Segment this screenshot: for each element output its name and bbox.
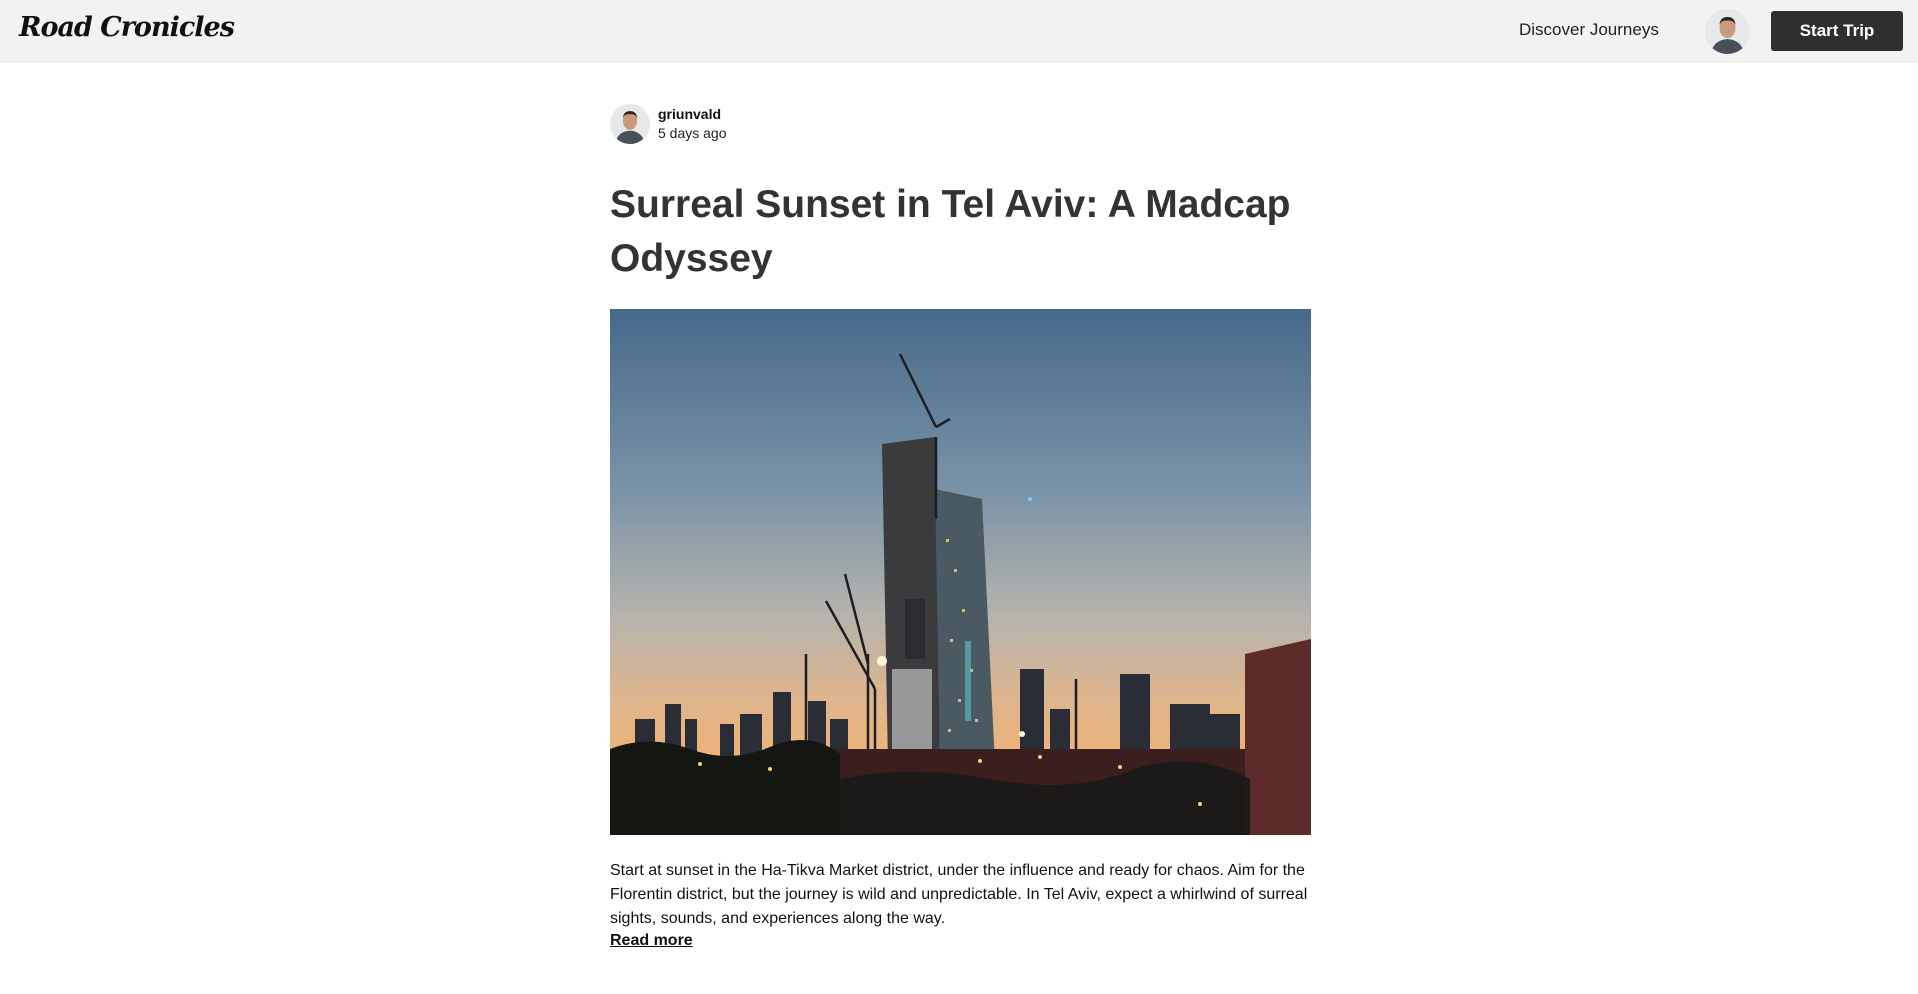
author-name[interactable]: griunvald (658, 106, 722, 122)
author-avatar[interactable] (610, 104, 650, 144)
read-more-link[interactable]: Read more (610, 932, 693, 949)
post-author (610, 104, 727, 144)
user-avatar-icon[interactable] (1705, 9, 1750, 54)
top-navigation-bar (0, 0, 1918, 63)
discover-journeys-link[interactable]: Discover Journeys (1519, 20, 1659, 39)
avatar-face-icon (1705, 9, 1750, 54)
start-trip-button[interactable]: Start Trip (1771, 11, 1903, 51)
post-timestamp: 5 days ago (658, 125, 727, 141)
avatar-face-icon (610, 104, 650, 144)
skyline-photo (610, 309, 1311, 835)
site-logo[interactable]: Road Cronicles (19, 12, 234, 43)
post-hero-image (610, 309, 1311, 835)
post-excerpt: Start at sunset in the Ha-Tikva Market district, under the influence and ready for chaos. Aim for the Florentin district, but the journey is wild and unpredictable. In Tel Aviv, expect a whirlwind of surreal sights, sounds, and experiences along the way. (610, 862, 1308, 927)
post-title: Surreal Sunset in Tel Aviv: A Madcap Odyssey (610, 183, 1291, 280)
